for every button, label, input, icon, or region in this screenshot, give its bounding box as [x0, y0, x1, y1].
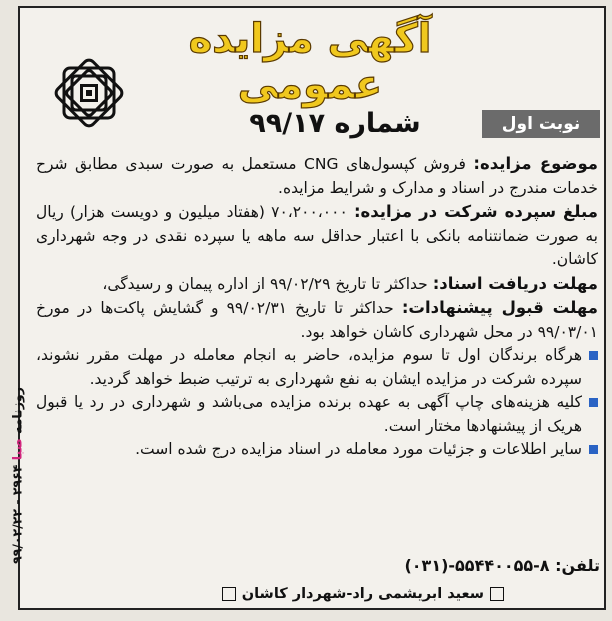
bullet-text: سایر اطلاعات و جزئیات مورد معامله در اسناد مزایده درج شده است. — [135, 440, 582, 458]
subject-paragraph — [36, 152, 598, 200]
side-strip — [0, 330, 25, 620]
signature-line — [90, 586, 510, 602]
deposit-paragraph — [36, 200, 598, 272]
signature-text: سعید ابریشمی راد-شهردار کاشان — [241, 586, 484, 602]
bullet-square-icon — [589, 351, 598, 360]
docs-paragraph — [36, 272, 598, 297]
notice-number: شماره ۹۹/۱۷ — [249, 108, 421, 139]
municipality-logo-icon — [48, 52, 130, 134]
list-item — [36, 438, 598, 462]
subject-label: موضوع مزایده: — [473, 154, 599, 173]
bids-label: مهلت قبول پیشنهادات: — [401, 298, 598, 317]
list-item — [36, 344, 598, 391]
bullet-text: کلیه هزینه‌های چاپ آگهی به عهده برنده مزایده می‌باشد و شهرداری در رد یا قبول هریک از پیشنهادها مختار است. — [36, 393, 582, 435]
notice-body — [36, 152, 598, 462]
side-caption — [10, 331, 25, 621]
deposit-text: ۷۰،۲۰۰،۰۰۰ (هفتاد میلیون و دویست هزار) ریال به صورت ضمانتنامه بانکی با اعتبار حداقل سه ماهه یا سپرده نقدی در وجه شهرداری کاشان. — [36, 203, 598, 268]
bullet-square-icon — [589, 445, 598, 454]
issue-badge: نوبت اول — [482, 110, 600, 138]
phone-label: تلفن: — [555, 556, 600, 575]
docs-text: حداکثر تا تاریخ ۹۹/۰۲/۲۹ از اداره پیمان و رسیدگی، — [102, 274, 428, 293]
list-item — [36, 391, 598, 438]
phone-value: ۸-۵۵۴۴۰۰۵۵-(۰۳۱) — [404, 556, 550, 575]
bids-paragraph — [36, 296, 598, 344]
side-info: ۲۹۶۴ - ۹۹/۰۲/۲۲ — [9, 464, 25, 564]
checkbox-icon — [222, 587, 236, 601]
checkbox-icon — [490, 587, 504, 601]
side-paper-name: صبا — [9, 438, 25, 461]
bullet-text: هرگاه برندگان اول تا سوم مزایده، حاضر به انجام معامله در مهلت مقرر نشوند، سپرده شرکت در مزایده ایشان به نفع شهرداری به ترتیب ضبط خواهد گردید. — [36, 346, 582, 388]
deposit-label: مبلغ سپرده شرکت در مزایده: — [353, 202, 598, 221]
subject-text: فروش کپسول‌های CNG مستعمل به صورت سبدی مطابق شرح خدمات مندرج در اسناد و مدارک و شرایط مزایده. — [36, 155, 598, 197]
bullet-square-icon — [589, 398, 598, 407]
bids-text: حداکثر تا تاریخ ۹۹/۰۲/۳۱ و گشایش پاکت‌ها در مورخ ۹۹/۰۳/۰۱ در محل شهرداری کاشان خواهد بود. — [36, 299, 598, 341]
docs-label: مهلت دریافت اسناد: — [432, 273, 598, 293]
notice-title: آگهی مزایده عمومی — [188, 16, 432, 108]
phone-line — [270, 556, 600, 575]
side-prefix: روزنامه — [9, 387, 25, 434]
